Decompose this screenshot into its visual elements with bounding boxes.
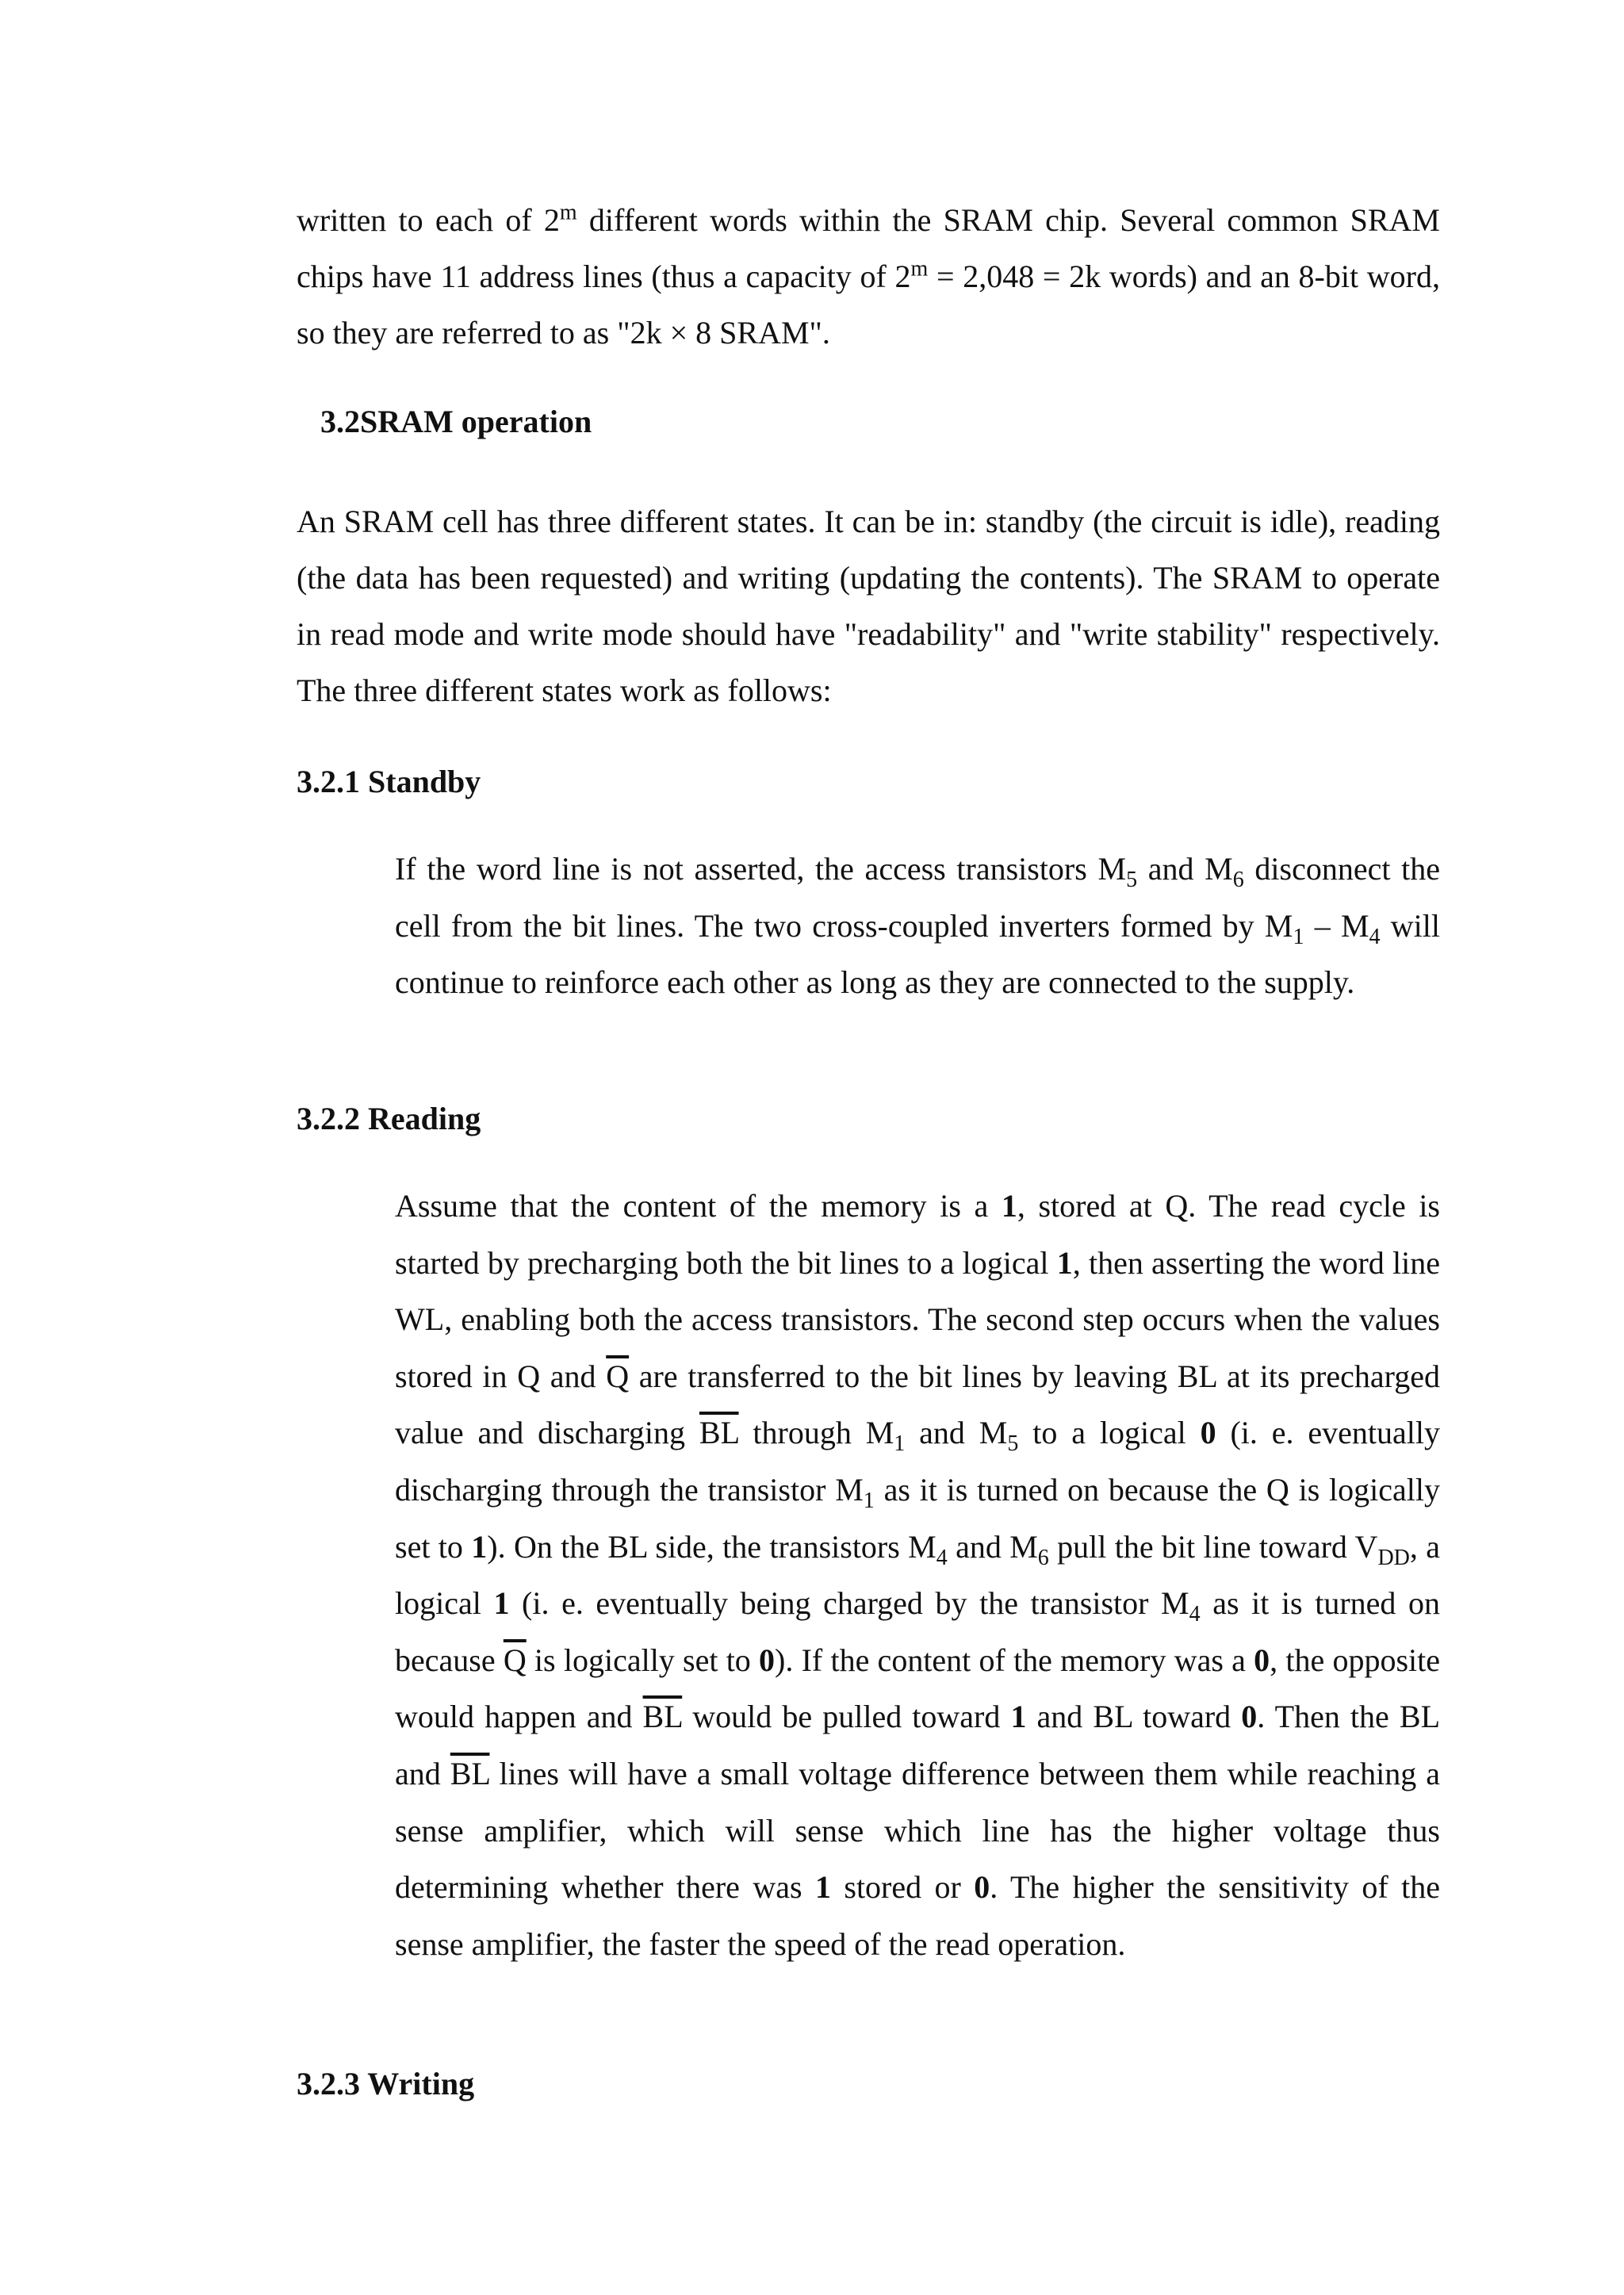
text-run: Assume that the content of the memory is a	[395, 1188, 1002, 1224]
text-run: are transferred to the bit lines by leaving BL at its precharged value and discharging	[395, 1358, 1440, 1451]
text-run: (i. e. eventually being charged by the transistor M	[509, 1585, 1189, 1622]
text-run: as it is turned on because	[395, 1585, 1440, 1678]
text-run: will continue to reinforce each other as long as they are connected to the supply.	[395, 907, 1440, 1000]
text-run: and M	[947, 1528, 1038, 1565]
subscript: 4	[1189, 1602, 1201, 1627]
bold-value: 0	[1241, 1699, 1258, 1735]
subscript: 1	[894, 1431, 906, 1457]
bold-value: 1	[814, 1869, 831, 1906]
q-bar-symbol: $\overline{Q}$	[606, 1358, 630, 1394]
text-run: and M	[905, 1415, 1008, 1451]
bold-value: 0	[1254, 1642, 1270, 1678]
text-run: , stored at Q. The read cycle is started by precharging both the bit lines to a logical	[395, 1188, 1440, 1281]
section-heading-sram-operation: 3.2SRAM operation	[320, 404, 592, 439]
standby-paragraph	[395, 841, 1440, 1011]
intro-text-part: = 2,048 = 2k words) and an 8-bit word, so they are referred to as "2k × 8 SRAM".	[297, 259, 1440, 351]
intro-paragraph	[297, 192, 1440, 361]
bl-bar-symbol: $\overline{BL}$	[450, 1755, 490, 1791]
text-run: pull the bit line toward V	[1048, 1528, 1378, 1565]
text-run: and M	[1137, 851, 1233, 887]
bold-value: 0	[1200, 1415, 1216, 1451]
text-run: . The higher the sensitivity of the sense amplifier, the faster the speed of the read operation.	[395, 1869, 1440, 1962]
text-run: , a logical	[395, 1528, 1440, 1622]
intro-text-part: written to each of 2	[297, 202, 560, 238]
text-run: and BL toward	[1026, 1699, 1242, 1735]
subscript: 5	[1126, 868, 1138, 892]
superscript: m	[559, 200, 577, 225]
subsection-heading-reading: 3.2.2 Reading	[297, 1101, 481, 1136]
sram-operation-paragraph	[297, 493, 1440, 718]
text-run: stored or	[830, 1869, 975, 1906]
intro-text	[297, 192, 1440, 361]
subscript: 4	[936, 1545, 948, 1570]
bold-value: 0	[759, 1642, 776, 1678]
text-run: , the opposite would happen and	[395, 1642, 1440, 1735]
bold-value: 1	[1010, 1699, 1027, 1735]
bold-value: 1	[471, 1528, 488, 1565]
bold-value: 1	[1001, 1188, 1017, 1224]
subscript: 6	[1232, 868, 1244, 892]
text-run: (i. e. eventually discharging through the transistor M	[395, 1415, 1441, 1508]
standby-text	[395, 841, 1440, 1011]
subscript: DD	[1377, 1545, 1410, 1570]
text-run: ). On the BL side, the transistors M	[487, 1528, 936, 1565]
reading-paragraph	[395, 1178, 1440, 1972]
bl-bar-symbol: $\overline{BL}$	[642, 1699, 683, 1735]
bl-bar-symbol: $\overline{BL}$	[699, 1415, 739, 1451]
reading-text	[395, 1178, 1440, 1972]
subscript: 1	[1293, 924, 1304, 949]
text-run: would be pulled toward	[682, 1699, 1011, 1735]
subscript: 6	[1037, 1545, 1049, 1570]
text-run: disconnect the cell from the bit lines. The two cross-coupled inverters formed by M	[395, 851, 1440, 944]
bold-value: 1	[493, 1585, 510, 1622]
text-run: lines will have a small voltage difference between them while reaching a sense amplifier, which will sense which line has the higher voltage thus determining whether there was	[395, 1755, 1440, 1906]
superscript: m	[910, 256, 929, 282]
subscript: 1	[863, 1488, 875, 1513]
subsection-heading-standby: 3.2.1 Standby	[297, 764, 481, 799]
bold-value: 0	[974, 1869, 990, 1906]
text-run: If the word line is not asserted, the access transistors M	[395, 851, 1127, 887]
subscript: 5	[1007, 1431, 1019, 1457]
q-bar-symbol: $\overline{Q}$	[503, 1642, 527, 1678]
text-run: through M	[738, 1415, 894, 1451]
text-run: is logically set to	[526, 1642, 760, 1678]
text-run: , then asserting the word line WL, enabling both the access transistors. The second step occurs when the values stored in Q and	[395, 1244, 1440, 1394]
bold-value: 1	[1056, 1244, 1073, 1281]
text-run: – M	[1304, 907, 1369, 944]
text-run: to a logical	[1018, 1415, 1201, 1451]
intro-text-part: different words within the SRAM chip. Several common SRAM chips have 11 address lines (thus a capacity of 2	[297, 202, 1441, 294]
text-run: ). If the content of the memory was a	[775, 1642, 1254, 1678]
text-run: as it is turned on because the Q is logically set to	[395, 1471, 1441, 1565]
subsection-heading-writing: 3.2.3 Writing	[297, 2066, 475, 2102]
text-run: . Then the BL and	[395, 1699, 1440, 1791]
sram-operation-text: An SRAM cell has three different states. It can be in: standby (the circuit is idle), reading (the data has been requested) and writing (updating the contents). The SRAM to operate in read mode and write mode should have "readability" and "write stability" respectively. The three different states work as follows:	[297, 504, 1440, 708]
subscript: 4	[1369, 924, 1381, 949]
